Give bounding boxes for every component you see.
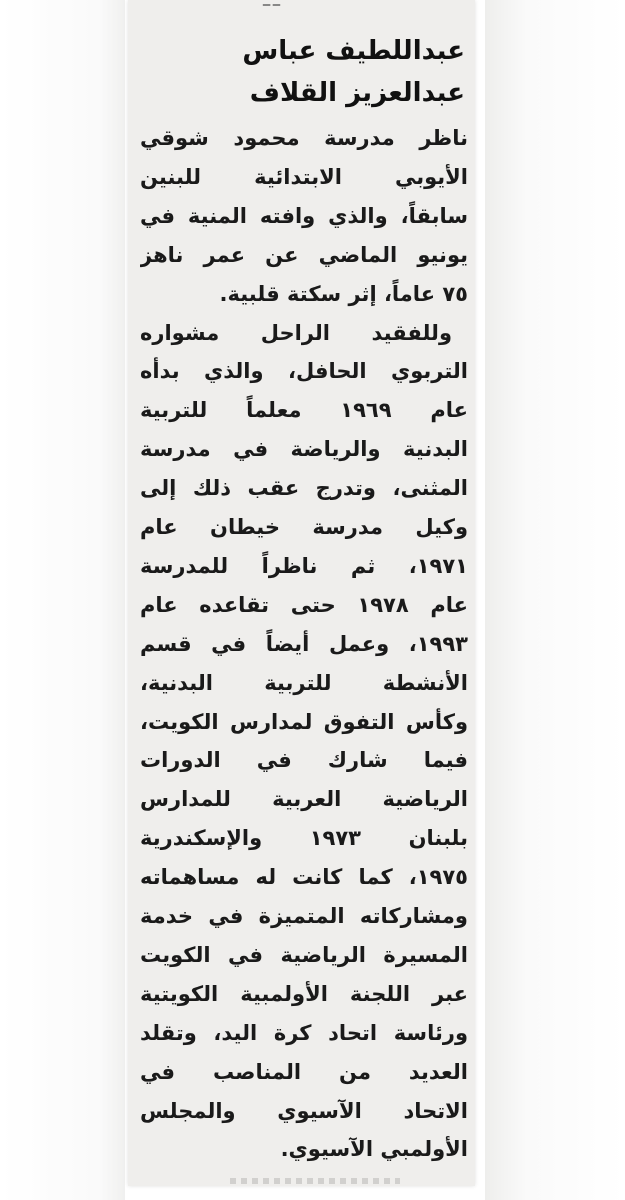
article-line: عبر اللجنة الأولمبية الكويتية bbox=[140, 981, 468, 1006]
article-line: ٧٥ عاماً، إثر سكتة قلبية. bbox=[219, 281, 468, 306]
article-line: بلبنان ١٩٧٣ والإسكندرية bbox=[140, 826, 468, 851]
headline-line-1: عبداللطيف عباس bbox=[242, 36, 465, 66]
article-line: ومشاركاته المتميزة في خدمة bbox=[140, 904, 468, 928]
scan-margin-left bbox=[0, 0, 125, 1200]
article-line: ١٩٩٣، وعمل أيضاً في قسم bbox=[140, 631, 468, 656]
bottom-print-residue bbox=[230, 1178, 400, 1184]
article-line: وكيل مدرسة خيطان عام bbox=[140, 515, 468, 539]
article-line: وللفقيد الراحل مشواره bbox=[140, 320, 452, 345]
article-line: المثنى، وتدرج عقب ذلك إلى bbox=[140, 476, 468, 501]
article-line: العديد من المناصب في bbox=[140, 1059, 468, 1084]
headline-line-2: عبدالعزيز القلاف bbox=[249, 78, 465, 108]
article-line: سابقاً، والذي وافته المنية في bbox=[140, 203, 468, 228]
article-line: الرياضية العربية للمدارس bbox=[140, 787, 468, 812]
article-line: ١٩٧١، ثم ناظراً للمدرسة bbox=[140, 553, 468, 578]
article-line: ١٩٧٥، كما كانت له مساهماته bbox=[140, 865, 468, 890]
article-line: البدنية والرياضة في مدرسة bbox=[140, 437, 468, 462]
article-line: عام ١٩٧٨ حتى تقاعده عام bbox=[140, 592, 468, 617]
article-line: وكأس التفوق لمدارس الكويت، bbox=[140, 709, 468, 734]
article-line: فيما شارك في الدورات bbox=[140, 748, 468, 773]
article-line: الأنشطة للتربية البدنية، bbox=[140, 670, 468, 695]
article-line: عام ١٩٦٩ معلماً للتربية bbox=[140, 398, 468, 423]
article-line: ناظر مدرسة محمود شوقي bbox=[140, 126, 468, 150]
article-line: الأولمبي الآسيوي. bbox=[280, 1137, 468, 1162]
article-line: المسيرة الرياضية في الكويت bbox=[140, 942, 468, 967]
article-line: الأيوبي الابتدائية للبنين bbox=[140, 164, 468, 189]
article-line: يونيو الماضي عن عمر ناهز bbox=[140, 242, 468, 267]
article-line: الاتحاد الآسيوي والمجلس bbox=[140, 1098, 468, 1123]
clipping-top-mark: ‒‒ bbox=[262, 0, 282, 13]
scan-margin-right bbox=[485, 0, 625, 1200]
article-line: التربوي الحافل، والذي بدأه bbox=[140, 359, 468, 384]
article-line: ورئاسة اتحاد كرة اليد، وتقلد bbox=[140, 1020, 468, 1045]
